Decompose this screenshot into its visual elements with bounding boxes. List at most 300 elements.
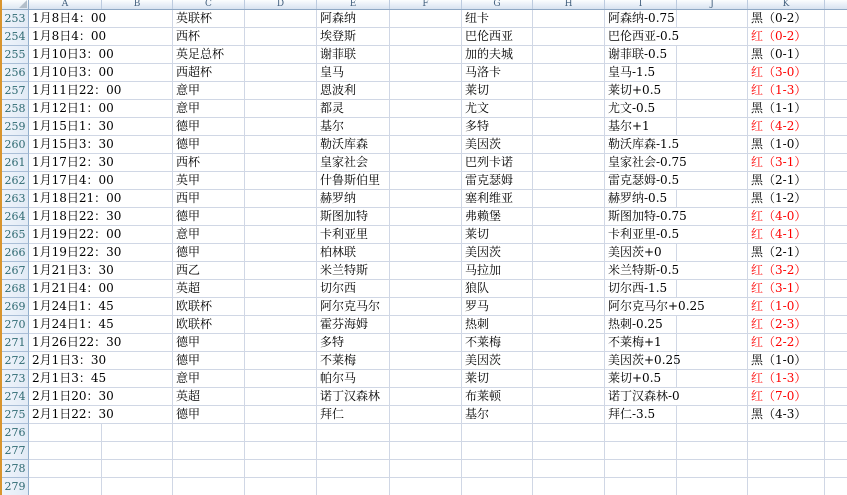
cell-A275[interactable]: 2月1日22：30 bbox=[29, 406, 173, 424]
cell-G278[interactable] bbox=[462, 460, 533, 478]
cell-I271[interactable]: 不莱梅+1 bbox=[605, 334, 677, 352]
column-header-G[interactable]: G bbox=[462, 0, 533, 9]
cell-A267[interactable]: 1月21日3：30 bbox=[29, 262, 173, 280]
cell-I278[interactable] bbox=[605, 460, 677, 478]
row-header-261[interactable]: 261 bbox=[2, 154, 29, 172]
cell-E272[interactable]: 不莱梅 bbox=[317, 352, 390, 370]
cell-F254[interactable] bbox=[390, 28, 462, 46]
cell-A271[interactable]: 1月26日22：30 bbox=[29, 334, 173, 352]
cell-A276[interactable] bbox=[29, 424, 102, 442]
cell-D278[interactable] bbox=[245, 460, 317, 478]
cell-F265[interactable] bbox=[390, 226, 462, 244]
cell-E276[interactable] bbox=[317, 424, 390, 442]
cell-C257[interactable]: 意甲 bbox=[173, 82, 245, 100]
cell-E256[interactable]: 皇马 bbox=[317, 64, 390, 82]
cell-J271[interactable] bbox=[677, 334, 748, 352]
cell-E265[interactable]: 卡利亚里 bbox=[317, 226, 390, 244]
cell-K262[interactable]: 黑（2-1） bbox=[748, 172, 825, 190]
cell-L268[interactable] bbox=[825, 280, 847, 298]
cell-I276[interactable] bbox=[605, 424, 677, 442]
cell-F269[interactable] bbox=[390, 298, 462, 316]
cell-F260[interactable] bbox=[390, 136, 462, 154]
cell-H273[interactable] bbox=[533, 370, 605, 388]
cell-C274[interactable]: 英超 bbox=[173, 388, 245, 406]
cell-G277[interactable] bbox=[462, 442, 533, 460]
cell-J263[interactable] bbox=[677, 190, 748, 208]
cell-C268[interactable]: 英超 bbox=[173, 280, 245, 298]
cell-C269[interactable]: 欧联杯 bbox=[173, 298, 245, 316]
cell-K278[interactable] bbox=[748, 460, 825, 478]
row-header-273[interactable]: 273 bbox=[2, 370, 29, 388]
cell-G264[interactable]: 弗赖堡 bbox=[462, 208, 533, 226]
cell-C265[interactable]: 意甲 bbox=[173, 226, 245, 244]
cell-D262[interactable] bbox=[245, 172, 317, 190]
cell-L272[interactable] bbox=[825, 352, 847, 370]
cell-G268[interactable]: 狼队 bbox=[462, 280, 533, 298]
cell-G259[interactable]: 多特 bbox=[462, 118, 533, 136]
cell-A256[interactable]: 1月10日3：00 bbox=[29, 64, 173, 82]
cell-J277[interactable] bbox=[677, 442, 748, 460]
cell-K263[interactable]: 黑（1-2） bbox=[748, 190, 825, 208]
cell-K271[interactable]: 红（2-2） bbox=[748, 334, 825, 352]
cell-I275[interactable]: 拜仁-3.5 bbox=[605, 406, 677, 424]
cell-C278[interactable] bbox=[173, 460, 245, 478]
cell-F276[interactable] bbox=[390, 424, 462, 442]
row-header-271[interactable]: 271 bbox=[2, 334, 29, 352]
cell-J253[interactable] bbox=[677, 10, 748, 28]
cell-H278[interactable] bbox=[533, 460, 605, 478]
cell-D259[interactable] bbox=[245, 118, 317, 136]
cell-J268[interactable] bbox=[677, 280, 748, 298]
cell-L266[interactable] bbox=[825, 244, 847, 262]
cell-L270[interactable] bbox=[825, 316, 847, 334]
cell-F266[interactable] bbox=[390, 244, 462, 262]
row-header-253[interactable]: 253 bbox=[2, 10, 29, 28]
cell-I255[interactable]: 谢菲联-0.5 bbox=[605, 46, 677, 64]
cell-K253[interactable]: 黑（0-2） bbox=[748, 10, 825, 28]
row-header-270[interactable]: 270 bbox=[2, 316, 29, 334]
cell-C264[interactable]: 德甲 bbox=[173, 208, 245, 226]
cell-D261[interactable] bbox=[245, 154, 317, 172]
cell-D256[interactable] bbox=[245, 64, 317, 82]
cell-F271[interactable] bbox=[390, 334, 462, 352]
cell-E277[interactable] bbox=[317, 442, 390, 460]
cell-H279[interactable] bbox=[533, 478, 605, 495]
cell-H265[interactable] bbox=[533, 226, 605, 244]
cell-I263[interactable]: 赫罗纳-0.5 bbox=[605, 190, 677, 208]
cell-L255[interactable] bbox=[825, 46, 847, 64]
cell-H261[interactable] bbox=[533, 154, 605, 172]
cell-H256[interactable] bbox=[533, 64, 605, 82]
cell-D279[interactable] bbox=[245, 478, 317, 495]
cell-C277[interactable] bbox=[173, 442, 245, 460]
cell-J270[interactable] bbox=[677, 316, 748, 334]
cell-D253[interactable] bbox=[245, 10, 317, 28]
cell-H277[interactable] bbox=[533, 442, 605, 460]
cell-F257[interactable] bbox=[390, 82, 462, 100]
cell-F275[interactable] bbox=[390, 406, 462, 424]
row-header-272[interactable]: 272 bbox=[2, 352, 29, 370]
cell-C272[interactable]: 德甲 bbox=[173, 352, 245, 370]
select-all-corner[interactable] bbox=[2, 0, 29, 9]
cell-C255[interactable]: 英足总杯 bbox=[173, 46, 245, 64]
cell-L260[interactable] bbox=[825, 136, 847, 154]
cell-B277[interactable] bbox=[102, 442, 173, 460]
cell-A266[interactable]: 1月19日22：30 bbox=[29, 244, 173, 262]
cell-G255[interactable]: 加的夫城 bbox=[462, 46, 533, 64]
cell-H271[interactable] bbox=[533, 334, 605, 352]
row-header-266[interactable]: 266 bbox=[2, 244, 29, 262]
cell-F278[interactable] bbox=[390, 460, 462, 478]
cell-C270[interactable]: 欧联杯 bbox=[173, 316, 245, 334]
cell-A262[interactable]: 1月17日4：00 bbox=[29, 172, 173, 190]
cell-C253[interactable]: 英联杯 bbox=[173, 10, 245, 28]
cell-H267[interactable] bbox=[533, 262, 605, 280]
cell-H258[interactable] bbox=[533, 100, 605, 118]
cell-L254[interactable] bbox=[825, 28, 847, 46]
cell-L276[interactable] bbox=[825, 424, 847, 442]
cell-I260[interactable]: 勒沃库森-1.5 bbox=[605, 136, 748, 154]
row-header-260[interactable]: 260 bbox=[2, 136, 29, 154]
cell-G276[interactable] bbox=[462, 424, 533, 442]
cell-I274[interactable]: 诺丁汉森林-0 bbox=[605, 388, 748, 406]
cell-G265[interactable]: 莱切 bbox=[462, 226, 533, 244]
cell-K277[interactable] bbox=[748, 442, 825, 460]
cell-H253[interactable] bbox=[533, 10, 605, 28]
column-header-A[interactable]: A bbox=[29, 0, 102, 9]
row-header-278[interactable]: 278 bbox=[2, 460, 29, 478]
cell-K268[interactable]: 红（3-1） bbox=[748, 280, 825, 298]
row-header-257[interactable]: 257 bbox=[2, 82, 29, 100]
cell-L262[interactable] bbox=[825, 172, 847, 190]
row-header-275[interactable]: 275 bbox=[2, 406, 29, 424]
cell-H254[interactable] bbox=[533, 28, 605, 46]
cell-E263[interactable]: 赫罗纳 bbox=[317, 190, 390, 208]
cell-G261[interactable]: 巴列卡诺 bbox=[462, 154, 533, 172]
cell-K261[interactable]: 红（3-1） bbox=[748, 154, 825, 172]
cell-E264[interactable]: 斯图加特 bbox=[317, 208, 390, 226]
row-header-279[interactable]: 279 bbox=[2, 478, 29, 495]
cell-E255[interactable]: 谢菲联 bbox=[317, 46, 390, 64]
cell-H263[interactable] bbox=[533, 190, 605, 208]
cell-D254[interactable] bbox=[245, 28, 317, 46]
cell-B276[interactable] bbox=[102, 424, 173, 442]
cell-G256[interactable]: 马洛卡 bbox=[462, 64, 533, 82]
row-header-268[interactable]: 268 bbox=[2, 280, 29, 298]
cell-J266[interactable] bbox=[677, 244, 748, 262]
cell-K256[interactable]: 红（3-0） bbox=[748, 64, 825, 82]
cell-H264[interactable] bbox=[533, 208, 605, 226]
cell-C256[interactable]: 西超杯 bbox=[173, 64, 245, 82]
cell-C254[interactable]: 西杯 bbox=[173, 28, 245, 46]
column-header-B[interactable]: B bbox=[102, 0, 173, 9]
cell-K269[interactable]: 红（1-0） bbox=[748, 298, 825, 316]
cell-H259[interactable] bbox=[533, 118, 605, 136]
cell-J272[interactable] bbox=[677, 352, 748, 370]
cell-J278[interactable] bbox=[677, 460, 748, 478]
cell-F264[interactable] bbox=[390, 208, 462, 226]
cell-G260[interactable]: 美因茨 bbox=[462, 136, 533, 154]
cell-G266[interactable]: 美因茨 bbox=[462, 244, 533, 262]
cell-K254[interactable]: 红（0-2） bbox=[748, 28, 825, 46]
cell-H274[interactable] bbox=[533, 388, 605, 406]
column-header-J[interactable]: J bbox=[677, 0, 748, 9]
cell-I256[interactable]: 皇马-1.5 bbox=[605, 64, 677, 82]
cell-K273[interactable]: 红（1-3） bbox=[748, 370, 825, 388]
cell-H269[interactable] bbox=[533, 298, 605, 316]
cell-K266[interactable]: 黑（2-1） bbox=[748, 244, 825, 262]
cell-L264[interactable] bbox=[825, 208, 847, 226]
cell-A273[interactable]: 2月1日3：45 bbox=[29, 370, 173, 388]
cell-H262[interactable] bbox=[533, 172, 605, 190]
cell-A254[interactable]: 1月8日4：00 bbox=[29, 28, 173, 46]
cell-I257[interactable]: 莱切+0.5 bbox=[605, 82, 677, 100]
column-header-H[interactable]: H bbox=[533, 0, 605, 9]
cell-A270[interactable]: 1月24日1：45 bbox=[29, 316, 173, 334]
cell-F256[interactable] bbox=[390, 64, 462, 82]
cell-D277[interactable] bbox=[245, 442, 317, 460]
cell-E254[interactable]: 埃登斯 bbox=[317, 28, 390, 46]
cell-L253[interactable] bbox=[825, 10, 847, 28]
cell-I254[interactable]: 巴伦西亚-0.5 bbox=[605, 28, 748, 46]
cell-G270[interactable]: 热刺 bbox=[462, 316, 533, 334]
cell-A261[interactable]: 1月17日2：30 bbox=[29, 154, 173, 172]
cell-K264[interactable]: 红（4-0） bbox=[748, 208, 825, 226]
cell-I272[interactable]: 美因茨+0.25 bbox=[605, 352, 677, 370]
cell-H275[interactable] bbox=[533, 406, 605, 424]
cell-I258[interactable]: 尤文-0.5 bbox=[605, 100, 677, 118]
cell-E258[interactable]: 都灵 bbox=[317, 100, 390, 118]
cell-D266[interactable] bbox=[245, 244, 317, 262]
cell-E278[interactable] bbox=[317, 460, 390, 478]
cell-J255[interactable] bbox=[677, 46, 748, 64]
cell-C263[interactable]: 西甲 bbox=[173, 190, 245, 208]
cell-L271[interactable] bbox=[825, 334, 847, 352]
cell-L256[interactable] bbox=[825, 64, 847, 82]
cell-G253[interactable]: 纽卡 bbox=[462, 10, 533, 28]
cell-L274[interactable] bbox=[825, 388, 847, 406]
cell-E279[interactable] bbox=[317, 478, 390, 495]
cell-K270[interactable]: 红（2-3） bbox=[748, 316, 825, 334]
cell-L258[interactable] bbox=[825, 100, 847, 118]
cell-F261[interactable] bbox=[390, 154, 462, 172]
cell-C262[interactable]: 英甲 bbox=[173, 172, 245, 190]
cell-C258[interactable]: 意甲 bbox=[173, 100, 245, 118]
cell-A272[interactable]: 2月1日3：30 bbox=[29, 352, 173, 370]
cell-E275[interactable]: 拜仁 bbox=[317, 406, 390, 424]
row-header-262[interactable]: 262 bbox=[2, 172, 29, 190]
cell-K275[interactable]: 黑（4-3） bbox=[748, 406, 825, 424]
row-header-254[interactable]: 254 bbox=[2, 28, 29, 46]
column-header-E[interactable]: E bbox=[317, 0, 390, 9]
cell-I279[interactable] bbox=[605, 478, 677, 495]
cell-J273[interactable] bbox=[677, 370, 748, 388]
cell-A269[interactable]: 1月24日1：45 bbox=[29, 298, 173, 316]
cell-G274[interactable]: 布莱顿 bbox=[462, 388, 533, 406]
cell-F258[interactable] bbox=[390, 100, 462, 118]
cell-D274[interactable] bbox=[245, 388, 317, 406]
row-header-258[interactable]: 258 bbox=[2, 100, 29, 118]
cell-G258[interactable]: 尤文 bbox=[462, 100, 533, 118]
cell-H266[interactable] bbox=[533, 244, 605, 262]
cell-K276[interactable] bbox=[748, 424, 825, 442]
cell-E260[interactable]: 勒沃库森 bbox=[317, 136, 390, 154]
cell-G271[interactable]: 不莱梅 bbox=[462, 334, 533, 352]
cell-D267[interactable] bbox=[245, 262, 317, 280]
cell-A277[interactable] bbox=[29, 442, 102, 460]
cell-K274[interactable]: 红（7-0） bbox=[748, 388, 825, 406]
column-header-I[interactable]: I bbox=[605, 0, 677, 9]
cell-L257[interactable] bbox=[825, 82, 847, 100]
cell-J276[interactable] bbox=[677, 424, 748, 442]
cell-J259[interactable] bbox=[677, 118, 748, 136]
cell-D273[interactable] bbox=[245, 370, 317, 388]
cell-C275[interactable]: 德甲 bbox=[173, 406, 245, 424]
cell-J279[interactable] bbox=[677, 478, 748, 495]
cell-D272[interactable] bbox=[245, 352, 317, 370]
column-header-D[interactable]: D bbox=[245, 0, 317, 9]
cell-E268[interactable]: 切尔西 bbox=[317, 280, 390, 298]
cell-I261[interactable]: 皇家社会-0.75 bbox=[605, 154, 748, 172]
cell-C267[interactable]: 西乙 bbox=[173, 262, 245, 280]
cell-A258[interactable]: 1月12日1：00 bbox=[29, 100, 173, 118]
row-header-269[interactable]: 269 bbox=[2, 298, 29, 316]
cell-C259[interactable]: 德甲 bbox=[173, 118, 245, 136]
cell-C261[interactable]: 西杯 bbox=[173, 154, 245, 172]
cell-F270[interactable] bbox=[390, 316, 462, 334]
row-header-255[interactable]: 255 bbox=[2, 46, 29, 64]
row-header-263[interactable]: 263 bbox=[2, 190, 29, 208]
cell-L275[interactable] bbox=[825, 406, 847, 424]
cell-F253[interactable] bbox=[390, 10, 462, 28]
cell-I262[interactable]: 雷克瑟姆-0.5 bbox=[605, 172, 748, 190]
cell-D271[interactable] bbox=[245, 334, 317, 352]
cell-H272[interactable] bbox=[533, 352, 605, 370]
cell-L273[interactable] bbox=[825, 370, 847, 388]
cell-E262[interactable]: 什鲁斯伯里 bbox=[317, 172, 390, 190]
cell-D270[interactable] bbox=[245, 316, 317, 334]
cell-D268[interactable] bbox=[245, 280, 317, 298]
cell-L279[interactable] bbox=[825, 478, 847, 495]
cell-D276[interactable] bbox=[245, 424, 317, 442]
cell-K259[interactable]: 红（4-2） bbox=[748, 118, 825, 136]
cell-I264[interactable]: 斯图加特-0.75 bbox=[605, 208, 748, 226]
cell-B278[interactable] bbox=[102, 460, 173, 478]
cell-D263[interactable] bbox=[245, 190, 317, 208]
column-header-C[interactable]: C bbox=[173, 0, 245, 9]
cell-A278[interactable] bbox=[29, 460, 102, 478]
cell-I253[interactable]: 阿森纳-0.75 bbox=[605, 10, 677, 28]
cell-H257[interactable] bbox=[533, 82, 605, 100]
cell-K255[interactable]: 黑（0-1） bbox=[748, 46, 825, 64]
cell-I259[interactable]: 基尔+1 bbox=[605, 118, 677, 136]
cell-E273[interactable]: 帕尔马 bbox=[317, 370, 390, 388]
cell-J258[interactable] bbox=[677, 100, 748, 118]
cell-H268[interactable] bbox=[533, 280, 605, 298]
cell-A274[interactable]: 2月1日20：30 bbox=[29, 388, 173, 406]
cell-J275[interactable] bbox=[677, 406, 748, 424]
cell-J256[interactable] bbox=[677, 64, 748, 82]
cell-A257[interactable]: 1月11日22：00 bbox=[29, 82, 173, 100]
cell-C266[interactable]: 德甲 bbox=[173, 244, 245, 262]
row-header-267[interactable]: 267 bbox=[2, 262, 29, 280]
cell-E270[interactable]: 霍芬海姆 bbox=[317, 316, 390, 334]
row-header-256[interactable]: 256 bbox=[2, 64, 29, 82]
cell-G272[interactable]: 美因茨 bbox=[462, 352, 533, 370]
cell-G262[interactable]: 雷克瑟姆 bbox=[462, 172, 533, 190]
cell-A263[interactable]: 1月18日21：00 bbox=[29, 190, 173, 208]
cell-J257[interactable] bbox=[677, 82, 748, 100]
cell-D264[interactable] bbox=[245, 208, 317, 226]
cell-C260[interactable]: 德甲 bbox=[173, 136, 245, 154]
cell-D258[interactable] bbox=[245, 100, 317, 118]
cell-G279[interactable] bbox=[462, 478, 533, 495]
cell-I270[interactable]: 热刺-0.25 bbox=[605, 316, 677, 334]
cell-C271[interactable]: 德甲 bbox=[173, 334, 245, 352]
cell-F263[interactable] bbox=[390, 190, 462, 208]
cell-E257[interactable]: 恩波利 bbox=[317, 82, 390, 100]
cell-G269[interactable]: 罗马 bbox=[462, 298, 533, 316]
cell-D265[interactable] bbox=[245, 226, 317, 244]
cell-A259[interactable]: 1月15日1：30 bbox=[29, 118, 173, 136]
cell-A265[interactable]: 1月19日22：00 bbox=[29, 226, 173, 244]
cell-K272[interactable]: 黑（1-0） bbox=[748, 352, 825, 370]
cell-I273[interactable]: 莱切+0.5 bbox=[605, 370, 677, 388]
cell-L259[interactable] bbox=[825, 118, 847, 136]
cell-A268[interactable]: 1月21日4：00 bbox=[29, 280, 173, 298]
cell-L267[interactable] bbox=[825, 262, 847, 280]
cell-F262[interactable] bbox=[390, 172, 462, 190]
cell-K279[interactable] bbox=[748, 478, 825, 495]
cell-A260[interactable]: 1月15日3：30 bbox=[29, 136, 173, 154]
cell-F259[interactable] bbox=[390, 118, 462, 136]
cell-E271[interactable]: 多特 bbox=[317, 334, 390, 352]
column-header-F[interactable]: F bbox=[390, 0, 462, 9]
cell-F274[interactable] bbox=[390, 388, 462, 406]
cell-A279[interactable] bbox=[29, 478, 102, 495]
cell-D275[interactable] bbox=[245, 406, 317, 424]
cell-F267[interactable] bbox=[390, 262, 462, 280]
row-header-264[interactable]: 264 bbox=[2, 208, 29, 226]
cell-I269[interactable]: 阿尔克马尔+0.25 bbox=[605, 298, 748, 316]
cell-H276[interactable] bbox=[533, 424, 605, 442]
cell-E269[interactable]: 阿尔克马尔 bbox=[317, 298, 390, 316]
row-header-265[interactable]: 265 bbox=[2, 226, 29, 244]
cell-K257[interactable]: 红（1-3） bbox=[748, 82, 825, 100]
cell-H255[interactable] bbox=[533, 46, 605, 64]
cell-K267[interactable]: 红（3-2） bbox=[748, 262, 825, 280]
cell-C276[interactable] bbox=[173, 424, 245, 442]
cell-E274[interactable]: 诺丁汉森林 bbox=[317, 388, 390, 406]
cell-E261[interactable]: 皇家社会 bbox=[317, 154, 390, 172]
cell-A253[interactable]: 1月8日4：00 bbox=[29, 10, 173, 28]
row-header-259[interactable]: 259 bbox=[2, 118, 29, 136]
cell-F268[interactable] bbox=[390, 280, 462, 298]
cell-G263[interactable]: 塞利维亚 bbox=[462, 190, 533, 208]
cell-L278[interactable] bbox=[825, 460, 847, 478]
column-header-K[interactable]: K bbox=[748, 0, 825, 9]
cell-L261[interactable] bbox=[825, 154, 847, 172]
cell-G273[interactable]: 莱切 bbox=[462, 370, 533, 388]
row-header-274[interactable]: 274 bbox=[2, 388, 29, 406]
cell-D260[interactable] bbox=[245, 136, 317, 154]
cell-L277[interactable] bbox=[825, 442, 847, 460]
cell-I265[interactable]: 卡利亚里-0.5 bbox=[605, 226, 748, 244]
cell-D269[interactable] bbox=[245, 298, 317, 316]
row-header-276[interactable]: 276 bbox=[2, 424, 29, 442]
cell-L263[interactable] bbox=[825, 190, 847, 208]
cell-D257[interactable] bbox=[245, 82, 317, 100]
